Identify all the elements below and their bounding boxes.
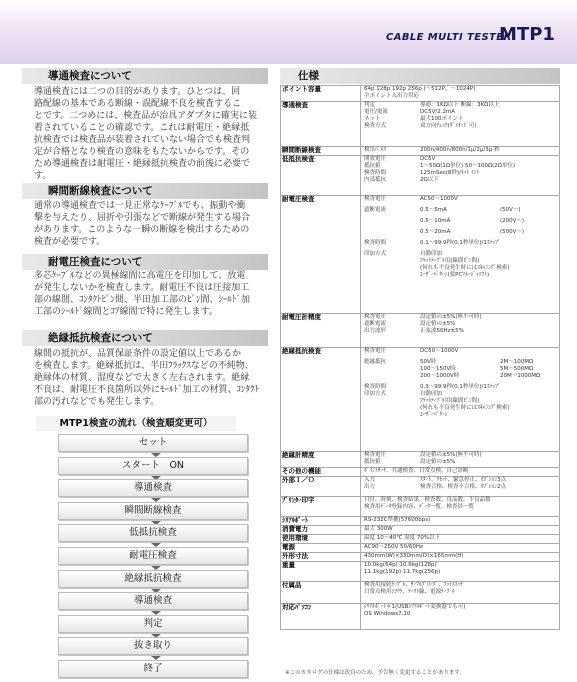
spec-cell: 100～150V時	[420, 366, 456, 372]
spec-label: 対応ﾊﾟｿｺﾝ	[282, 603, 312, 611]
series-name: CABLE MULTI TESTER	[386, 32, 512, 43]
paragraph-line: 多芯ｹｰﾌﾞﾙなどの異極線間に高電圧を印加して、放電	[34, 271, 246, 281]
spec-cell: (200V～)	[500, 218, 525, 224]
paragraph-line: 検査が必要です。	[34, 237, 106, 247]
spec-cell: 0.1～99.9秒(0.1秒単位)/1ｽﾃｯﾌﾟ	[420, 240, 501, 246]
spec-value: 10.0kg(64p) 10.6kg(128p)	[364, 562, 437, 568]
spec-cell: 抵抗値	[364, 163, 381, 169]
spec-cell: DC5V/2.2mA	[420, 109, 456, 115]
spec-label: 瞬間断線検査	[282, 146, 321, 154]
spec-label: ﾌﾟﾘﾝﾀｰ印字	[282, 496, 315, 504]
spec-label: 絶縁抵抗検査	[282, 347, 321, 355]
spec-value: 最大 300W	[364, 526, 393, 532]
spec-cell: 2M～100MΩ	[500, 359, 534, 365]
paragraph-line: 線間の抵抗が、品質保証条件の設定値以上であるか	[34, 349, 242, 359]
spec-cell: 遮断電流	[364, 321, 387, 327]
spec-cell: 遮断電流	[364, 207, 387, 213]
spec-cell: 検査時間	[364, 384, 387, 390]
spec-value: 検査用接続ｹｰﾌﾞﾙ、ｻｰﾏﾙﾌﾟﾛｰﾌﾞ、ﾌｯﾄｽｲｯﾁ	[364, 582, 464, 588]
spec-cell: 検査時間	[364, 240, 387, 246]
flow-step: セット	[58, 434, 248, 452]
spec-cell: 1～50Ω(1Ω単位) 50～100Ω(2Ω単位)	[420, 163, 516, 169]
spec-cell: AC50～1000V	[420, 196, 458, 202]
spec-cell: 導通：1KΩ以下 断線：3KΩ以上	[420, 102, 500, 108]
flow-step: 導通検査	[58, 479, 248, 497]
paragraph-line: を検査します。絶縁抵抗は、半田ﾌﾗｯｸｽなどの不純物、	[34, 361, 254, 371]
spec-cell: 200～1000V時	[420, 373, 460, 379]
spec-cell: 正弦波50Hz±5%	[420, 328, 464, 334]
flow-step: 終了	[58, 660, 248, 678]
spec-label: 耐電圧検査	[282, 195, 315, 203]
spec-row-power	[280, 525, 560, 534]
spec-cell: 内部抵抗	[364, 177, 387, 183]
spec-cell: 5M～500MΩ	[500, 366, 534, 372]
paragraph-line: 撃を与えたり、屈折や引張などで断線が発生する場合	[34, 213, 251, 223]
spec-table	[280, 85, 560, 630]
paragraph-line: 工部のｼｰﾙﾄﾞ線間とｺｱ線間で特に発生します。	[34, 307, 218, 317]
spec-cell: 0.5～5mA	[420, 207, 447, 213]
spec-label: 電源	[282, 543, 295, 551]
spec-value: 日常点検用ｼﾖｳｹ、ﾃｰｽﾄ線、電源ｹｰﾌﾞﾙ	[364, 589, 455, 595]
spec-cell: 絶縁抵抗	[364, 359, 387, 365]
flow-step: 低抵抗検査	[58, 524, 248, 542]
flow-step: 判定	[58, 615, 248, 633]
spec-cell: ｽﾀｰﾄ、ﾘｾｯﾄ、緊急停止、ｵﾌﾟｼｮﾝ3点	[420, 477, 507, 483]
spec-value: 検査用ﾃﾞｰﾀ登録内容、ﾃﾞｰﾀ一覧、検査員一覧	[364, 504, 475, 510]
spec-value: 全ポイント入出力対応	[364, 93, 420, 99]
spec-cell: 印加方式	[364, 251, 387, 257]
paragraph-line: 絶縁体の材質、湿度などで大きく左右されます。絶縁	[34, 373, 250, 383]
paragraph-line: 路配線の基本である断線・誤配線不良を検査するこ	[34, 99, 242, 109]
spec-cell: 判定	[364, 102, 376, 108]
spec-label: ポイント容量	[282, 85, 321, 93]
spec-label: 絶縁計精度	[282, 451, 315, 459]
paragraph-line: 部の汚れなどでも発生します。	[34, 397, 160, 407]
paragraph-line: 定が合格となり検査の意味をもたないからです。その	[34, 147, 250, 157]
spec-value: RS-232C準拠(57600bps)	[364, 517, 431, 523]
spec-cell: 入力	[364, 477, 376, 483]
spec-cell: 設定値の±5%(無不可時)	[420, 314, 482, 320]
heading-continuity: 導通検査について	[22, 68, 268, 84]
paragraph-line: とです。二つめには、検査品が治具アダプタに確実に装	[34, 111, 258, 121]
spec-label: 低抵抗検査	[282, 155, 315, 163]
spec-value: 11.1kg(192p) 11.7kg(256p)	[364, 569, 441, 575]
spec-cell: 検査電圧	[364, 314, 387, 320]
spec-heading: 仕様	[280, 68, 560, 84]
paragraph-line: 導通検査には二つの目的があります。ひとつは、回	[34, 87, 241, 97]
spec-value: 64p 128p 192p 256p (～512P、～1024P)	[364, 86, 476, 92]
paragraph-line: 部の線間、ｺﾝﾀｸﾄﾋﾟﾝ間、半田加工部のﾋﾟﾝ間、ｼｰﾙﾄﾞ加	[34, 295, 251, 305]
footnote: ※このカタログの仕様は改良のため、予告無く変更することがあります。	[285, 670, 465, 676]
flow-step: スタート ON	[58, 457, 248, 475]
spec-label: 付属品	[282, 581, 302, 589]
spec-cell: (何れも不良発生時にはｽｷｬﾆﾝｸﾞ検索)	[420, 405, 510, 411]
spec-cell: 0.5～20mA	[420, 229, 451, 235]
spec-cell: 検査時間	[364, 170, 387, 176]
spec-cell: 検査電圧	[364, 348, 387, 354]
spec-cell: (何れも不良発生時にはｽｷｬﾆﾝｸﾞ検索)	[420, 265, 510, 271]
spec-cell: 双方向ﾁｪｯｸ(ﾀﾞｲｵｰﾄﾞ可)	[420, 123, 477, 129]
spec-cell: 検査合格、検査不合格、ｵﾌﾟｼｮﾝ2点	[420, 484, 507, 490]
spec-cell: 設定値の±5%(無不可時)	[420, 452, 482, 458]
spec-cell: 0.3～99.9秒(0.1秒単位)/1ｽﾃｯﾌﾟ	[420, 384, 501, 390]
paragraph-line: 着されていることの確認です。これは耐電圧・絶縁抵	[34, 123, 250, 133]
paragraph-line: が発生しないかを検査します。耐電圧不良は圧接加工	[34, 283, 250, 293]
paragraph-line: 不良は、耐電圧不良箇所以外にﾓｰﾙﾄﾞ加工の材質、ｺﾝﾀｸﾄ	[34, 385, 260, 395]
flow-title: MTP1検査の流れ（検査順変更可）	[36, 416, 236, 431]
spec-cell: 自動印加	[420, 251, 443, 257]
spec-label: ｼﾘｱﾙﾎﾟｰﾄ	[282, 516, 308, 524]
spec-value: ｼﾘｱﾙﾎﾟｰﾄ＊1(USBｼﾘｱﾙﾎﾟｰﾄ変換器でも可)	[364, 604, 466, 610]
spec-cell: ネット	[364, 116, 381, 122]
paragraph-line: す。	[34, 171, 52, 181]
spec-cell: ﾌﾗｯﾄﾃｰﾌﾞﾙ用(線間ﾋﾟﾝ間)	[420, 398, 480, 404]
spec-cell: 開放電圧	[364, 156, 387, 162]
spec-cell: 2Ω以下	[420, 177, 439, 183]
flow-step: 導通検査	[58, 592, 248, 610]
spec-cell: 設定値の±5%	[420, 459, 456, 465]
spec-cell: 出力	[364, 484, 376, 490]
header-banner	[0, 0, 577, 64]
paragraph-insulation	[34, 348, 274, 408]
heading-instant-break: 瞬間断線検査について	[22, 183, 268, 199]
heading-insulation: 絶縁抵抗検査について	[22, 330, 268, 346]
spec-cell: (50V～)	[500, 207, 521, 213]
model-name: MTP1	[499, 24, 555, 45]
spec-cell: 50V時	[420, 359, 437, 365]
spec-cell: 0.5～10mA	[420, 218, 451, 224]
spec-cell: ﾕｰｻﾞｰﾊﾟﾀｰﾝ	[420, 412, 448, 418]
spec-cell: DC50～1000V	[420, 348, 459, 354]
paragraph-line: があります。このような一瞬の断線を検出するための	[34, 225, 250, 235]
spec-cell: 検出ﾊﾟﾙｽ	[364, 147, 387, 153]
spec-cell: 検査方式	[364, 123, 387, 129]
spec-value: 日付、時刻、検査結果、検査数、良品数、不良品数	[364, 497, 491, 503]
spec-value: 温度 10～40℃ 湿度 70%以下	[364, 535, 441, 541]
paragraph-line: 抗検査では検査品が装着されていない場合でも検査判	[34, 135, 251, 145]
heading-withstand: 耐電圧検査について	[22, 254, 268, 270]
flow-step: 絶縁抵抗検査	[58, 570, 248, 588]
spec-cell: 出力波形	[364, 328, 387, 334]
spec-value: AC90～250V 50/60Hz	[364, 544, 423, 550]
spec-cell: 200n/400n/800n/1μ/2μ/3μ 秒	[420, 147, 500, 153]
spec-cell: 印加方式	[364, 391, 387, 397]
spec-cell: ﾕｰｻﾞｰﾊﾟﾀｰﾝ(要PCﾏﾈｰｼﾞｬｿﾌﾄ)	[420, 272, 490, 278]
spec-cell: 最大100ポイント	[420, 116, 464, 122]
spec-value: 430mm(W)×330mm(D)×165mm(H)	[364, 553, 464, 559]
flow-step: 抜き取り	[58, 637, 248, 655]
paragraph-continuity	[34, 86, 274, 182]
spec-label: その他の機能	[282, 467, 321, 475]
paragraph-line: ため導通検査は耐電圧・絶縁抵抗検査の前後に必要で	[34, 159, 251, 169]
spec-label: 重量	[282, 561, 295, 569]
paragraph-withstand	[34, 270, 274, 318]
spec-cell: 125mSec(8秒)/ﾈｯﾄ ｲﾝﾄ	[420, 170, 480, 176]
spec-cell: 設定値の±5%	[420, 321, 456, 327]
spec-label: 消費電力	[282, 525, 308, 533]
spec-label: 外部Ｉ／Ｏ	[282, 476, 315, 484]
spec-cell: 電圧/電流	[364, 109, 388, 115]
flow-step: 耐電圧検査	[58, 547, 248, 565]
spec-cell: 検査電圧	[364, 452, 387, 458]
spec-cell: 検査電圧	[364, 196, 387, 202]
spec-cell: ﾌﾗｯﾄﾃｰﾌﾞﾙ用(線間ﾋﾟﾝ間)	[420, 258, 480, 264]
spec-label: 外形寸法	[282, 552, 308, 560]
spec-cell: DC5V	[420, 156, 436, 162]
flow-step: 瞬間断線検査	[58, 502, 248, 520]
paragraph-line: 通常の導通検査では一見正常なｹｰﾌﾞﾙでも、振動や衝	[34, 201, 246, 211]
spec-cell: 抵抗値	[364, 459, 381, 465]
spec-cell: 自動印加	[420, 391, 443, 397]
spec-label: 導通検査	[282, 101, 308, 109]
spec-cell: 20M～1000MΩ	[500, 373, 541, 379]
spec-label: 使用環境	[282, 534, 308, 542]
spec-value: OS Windows7.10	[364, 611, 411, 617]
spec-label: 耐電圧計精度	[282, 313, 321, 321]
spec-value: ﾎﾞｲﾝﾄｻｰﾁ、共通検査、日常点検、自己診断	[364, 468, 469, 474]
spec-cell: (500V～)	[500, 229, 525, 235]
paragraph-instant-break	[34, 200, 274, 248]
